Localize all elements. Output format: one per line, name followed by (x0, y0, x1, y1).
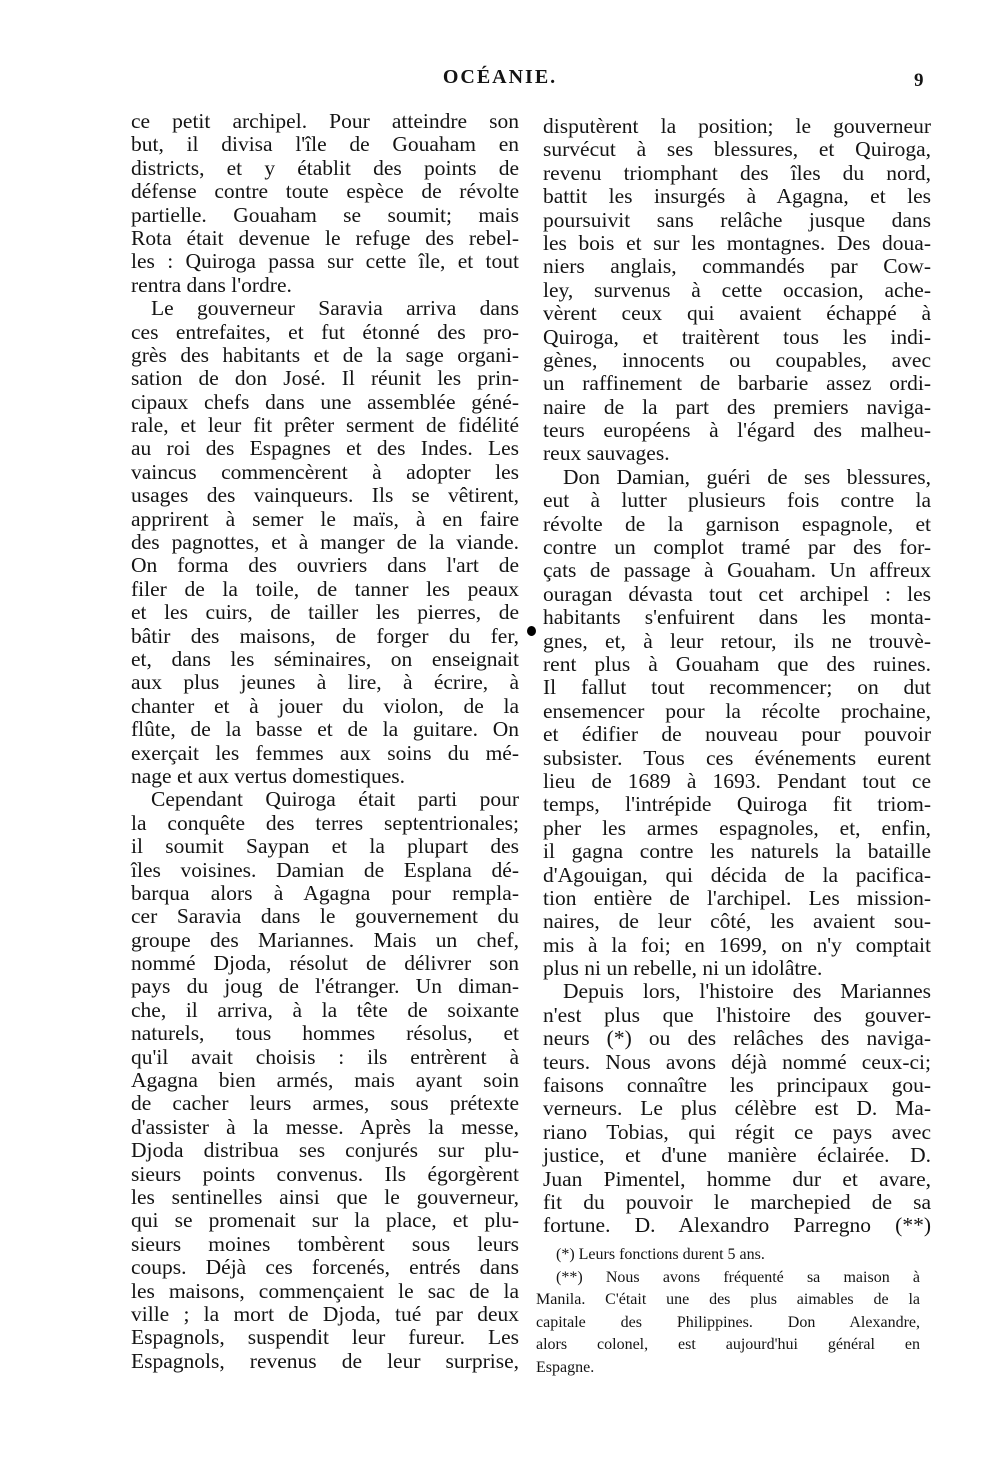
text-line: il gagna contre les naturels la bataille (543, 839, 931, 864)
text-line: qu'il avait choisis : ils entrèrent à (131, 1044, 519, 1069)
text-line: naturels, tous hommes résolus, et (131, 1021, 519, 1046)
text-line: grès des habitants et de la sage organi- (131, 342, 519, 367)
footnote-line: alors colonel, est aujourd'hui général en (536, 1336, 920, 1353)
text-line: çats de passage à Gouaham. Un affreux (543, 558, 931, 583)
text-line: groupe des Mariannes. Mais un chef, (131, 927, 519, 952)
text-line: districts, et y établit des points de (131, 155, 519, 180)
text-line: verneurs. Le plus célèbre est D. Ma- (543, 1096, 931, 1121)
text-line: de cacher leurs armes, sous prétexte (131, 1091, 519, 1116)
text-line: cer Saravia dans le gouvernement du (131, 904, 519, 929)
text-line: exerçait les femmes aux soins du mé- (131, 740, 519, 765)
text-line: ensemencer pour la récolte prochaine, (543, 698, 931, 723)
text-line: pays du joug de l'étranger. Un diman- (131, 974, 519, 999)
text-line: Le gouverneur Saravia arriva dans (151, 296, 519, 321)
text-line: plus ni un rebelle, ni un idolâtre. (543, 956, 823, 981)
text-line: bâtir des maisons, de forger du fer, (131, 623, 519, 648)
text-line: reux sauvages. (543, 441, 670, 466)
text-line: nage et aux vertus domestiques. (131, 763, 406, 788)
text-line: Espagnols, suspendit leur fureur. Les (131, 1325, 519, 1350)
text-line: au roi des Espagnes et des Indes. Les (131, 436, 519, 461)
text-line: ley, survenus à cette occasion, ache- (543, 277, 931, 302)
text-line: Cependant Quiroga était parti pour (151, 787, 519, 812)
text-line: ouragan dévasta tout cet archipel : les (543, 581, 931, 606)
text-line: Depuis lors, l'histoire des Mariannes (563, 979, 931, 1004)
text-line: il soumit Saypan et la plupart des (131, 834, 519, 859)
footnotes (536, 1244, 920, 1379)
text-line: naire de la part des premiers naviga- (543, 394, 931, 419)
text-line: battit les insurgés à Agagna, et les (543, 184, 931, 209)
text-line: sation de don José. Il réunit les prin- (131, 366, 519, 391)
text-line: che, il arriva, à la tête de soixante (131, 997, 519, 1022)
text-line: niers anglais, commandés par Cow- (543, 254, 931, 279)
text-line: disputèrent la position; le gouverneur (543, 114, 931, 138)
text-line: tion entière de l'archipel. Les mission- (543, 885, 931, 910)
text-line: défense contre toute espèce de révolte (131, 179, 519, 204)
text-line: n'est plus que l'histoire des gouver- (543, 1002, 931, 1027)
ink-blot (527, 626, 536, 636)
footnote-line: Manila. C'était une des plus aimables de la (536, 1291, 920, 1308)
text-line: d'Agouigan, qui décida de la pacifica- (543, 862, 931, 887)
text-line: survécut à ses blessures, et Quiroga, (543, 137, 931, 162)
footnote-line: capitale des Philippines. Don Alexandre, (536, 1313, 920, 1331)
text-line: gènes, innocents ou coupables, avec (543, 347, 931, 372)
text-line: temps, l'intrépide Quiroga fit triom- (543, 792, 931, 817)
text-line: Rota était devenue le refuge des rebel- (131, 225, 519, 250)
text-line: lieu de 1689 à 1693. Pendant tout ce (543, 768, 931, 793)
text-line: partielle. Gouaham se soumit; mais (131, 202, 519, 227)
text-line: les bois et sur les montagnes. Des doua- (543, 230, 931, 255)
text-line: eut à lutter plusieurs fois contre la (543, 488, 931, 513)
text-line: les : Quiroga passa sur cette île, et tout (131, 249, 519, 274)
text-line: d'assister à la messe. Après la messe, (131, 1114, 519, 1139)
text-line: rentra dans l'ordre. (131, 272, 292, 297)
text-line: Juan Pimentel, homme dur et avare, (543, 1166, 931, 1191)
text-line: vèrent ceux qui avaient échappé à (543, 301, 931, 326)
text-line: ce petit archipel. Pour atteindre son (131, 109, 519, 133)
text-line: revenu triomphant des îles du nord, (543, 160, 931, 185)
left-text-column (131, 110, 519, 1373)
text-line: fit du pouvoir le marchepied de sa (543, 1189, 931, 1214)
text-line: et les cuirs, de tailler les pierres, de (131, 600, 519, 625)
text-line: teurs européens à l'égard des malheu- (543, 418, 931, 443)
text-line: qui se promenait sur la place, et plu- (131, 1208, 519, 1233)
text-line: chanter et à jouer du violon, de la (131, 693, 519, 718)
running-head: OCÉANIE. (442, 66, 558, 88)
text-line: ces entrefaites, et fut étonné des pro- (131, 319, 519, 344)
text-line: riano Tobias, qui régit ce pays avec (543, 1119, 931, 1144)
text-line: fortune. D. Alexandro Parregno (**) (543, 1213, 931, 1238)
text-line: barqua alors à Agagna pour rempla- (131, 880, 519, 905)
text-line: contre un complot tramé par des for- (543, 535, 931, 560)
text-line: On forma des ouvriers dans l'art de (131, 553, 519, 578)
text-line: nommé Djoda, résolut de délivrer son (131, 951, 519, 976)
text-line: neurs (*) ou des relâches des naviga- (543, 1026, 931, 1051)
text-line: subsister. Tous ces événements eurent (543, 745, 931, 770)
text-line: Djoda distribua ses conjurés sur plu- (131, 1138, 519, 1163)
right-text-column (543, 115, 931, 1238)
text-line: gnes, et, à leur retour, ils ne trouvè- (543, 628, 931, 653)
text-line: flûte, de la basse et de la guitare. On (131, 717, 519, 742)
text-line: des pagnottes, et à manger de la viande. (131, 530, 519, 555)
text-line: et, dans les séminaires, on enseignait (131, 646, 519, 671)
text-line: les maisons, commençaient le sac de la (131, 1278, 519, 1303)
text-line: et édifier de nouveau pour pouvoir (543, 722, 931, 747)
text-line: vaincus commencèrent à adopter les (131, 459, 519, 484)
text-line: coups. Déjà ces forcenés, entrés dans (131, 1255, 519, 1280)
page-number: 9 (914, 70, 924, 91)
text-line: rale, et leur fit prêter serment de fidélité (131, 413, 519, 438)
text-line: apprirent à semer le maïs, à en faire (131, 506, 519, 531)
text-line: sieurs moines tombèrent sous leurs (131, 1231, 519, 1256)
text-line: cipaux chefs dans une assemblée géné- (131, 389, 519, 414)
text-line: but, il divisa l'île de Gouaham en (131, 132, 519, 157)
text-line: révolte de la garnison espagnole, et (543, 511, 931, 536)
text-line: rent plus à Gouaham que des ruines. (543, 651, 931, 676)
text-line: usages des vainqueurs. Ils se vêtirent, (131, 483, 519, 508)
text-line: Espagnols, revenus de leur surprise, (131, 1348, 519, 1373)
text-line: mis à la foi; en 1699, on n'y comptait (543, 932, 931, 957)
text-line: Il fallut tout recommencer; on dut (543, 675, 931, 700)
text-line: îles voisines. Damian de Esplana dé- (131, 857, 519, 882)
footnote-line: (**) Nous avons fréquenté sa maison à (556, 1268, 920, 1286)
text-line: habitants s'enfuirent dans les monta- (543, 605, 931, 630)
text-line: la conquête des terres septentrionales; (131, 810, 519, 835)
text-line: Don Damian, guéri de ses blessures, (563, 464, 931, 489)
footnote-line: Espagne. (536, 1358, 595, 1376)
text-line: naires, de leur côté, les avaient sou- (543, 909, 931, 934)
text-line: aux plus jeunes à lire, à écrire, à (131, 670, 519, 695)
text-line: justice, et d'une manière éclairée. D. (543, 1143, 931, 1168)
footnote-line: (*) Leurs fonctions durent 5 ans. (556, 1246, 765, 1263)
text-line: poursuivit sans relâche jusque dans (543, 207, 931, 232)
text-line: filer de la toile, de tanner les peaux (131, 576, 519, 601)
text-line: sieurs points convenus. Ils égorgèrent (131, 1161, 519, 1186)
text-line: les sentinelles ainsi que le gouverneur, (131, 1184, 519, 1209)
text-line: ville ; la mort de Djoda, tué par deux (131, 1301, 519, 1326)
text-line: teurs. Nous avons déjà nommé ceux-ci; (543, 1049, 931, 1074)
text-line: pher les armes espagnoles, et, enfin, (543, 815, 931, 840)
text-line: Agagna bien armés, mais ayant soin (131, 1068, 519, 1093)
text-line: Quiroga, et traitèrent tous les indi- (543, 324, 931, 349)
text-line: faisons connaître les principaux gou- (543, 1073, 931, 1098)
text-line: un raffinement de barbarie assez ordi- (543, 371, 931, 396)
